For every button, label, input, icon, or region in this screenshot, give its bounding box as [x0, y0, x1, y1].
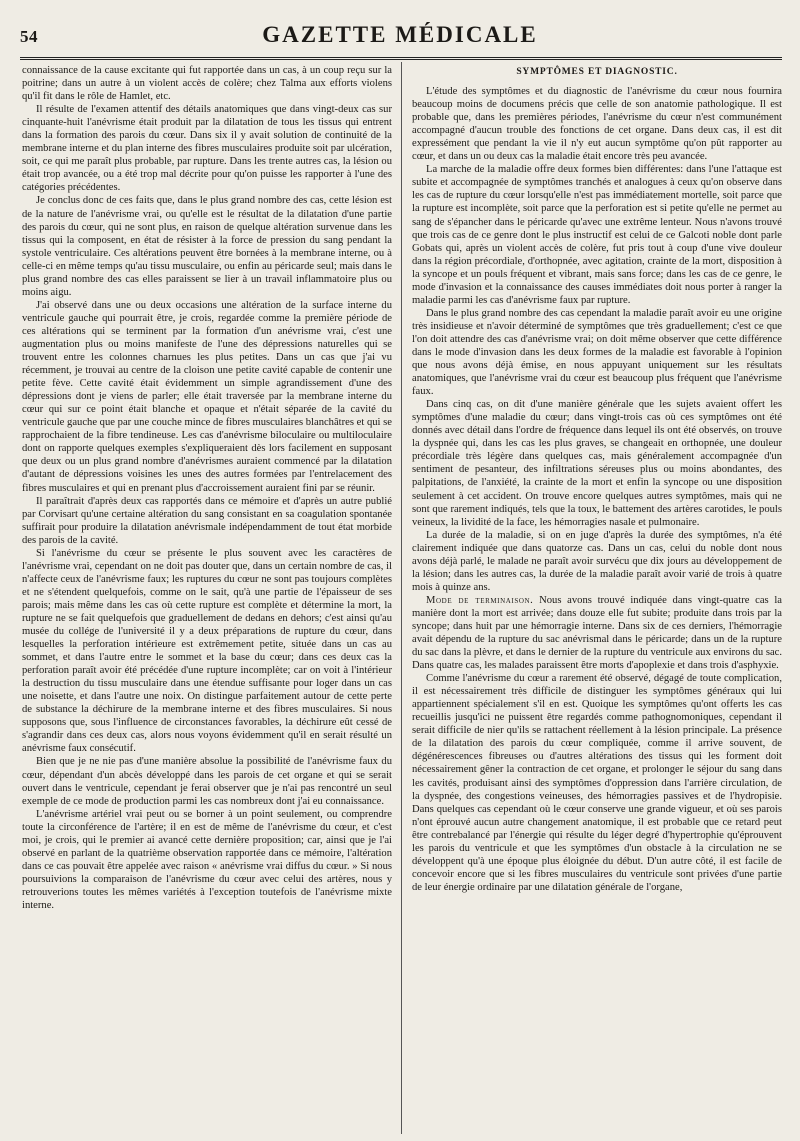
paragraph: Dans le plus grand nombre des cas cependant la maladie paraît avoir eu une origine très insidieuse et n'avoir déterminé de symptômes que très graduellement; c'est ce que l'on doit attendre des cas d'anévrisme vrai; on doit même observer que cette différence dans le mode d'invasion dans les deux formes de la maladie est favorable à l'opinion que nous avons déjà émise, en nous appuyant uniquement sur les résultats anatomiques, que l'anévrisme vrai du cœur est beaucoup plus fréquent que l'anévrisme faux. — [412, 307, 782, 398]
paragraph: Comme l'anévrisme du cœur a rarement été observé, dégagé de toute complication, il est nécessairement très difficile de distinguer les symptômes généraux qui lui appartiennent spécialement s'il en est. Quoique les symptômes qu'ont offerts les cas recueillis jusqu'ici ne puissent être regardés comme pathognomoniques, cependant il serait difficile de nier qu'ils se rattachent réellement à la lésion principale. La présence de la dilatation des parois du cœur compliquée, comme il arrive souvent, de dégénérescences fibreuses ou d'autres altérations des tissus qui les forment doit nécessairement gêner la contraction de cet organe, et prolonger le séjour du sang dans les cavités, produisant ainsi des symptômes d'oppression dans l'arrière circulation, de la dyspnée, des congestions veineuses, des hémorragies passives et de l'hydropisie. Dans quelques cas cependant où le cœur conserve une grande vigueur, et où ses parois n'ont éprouvé aucun autre changement anatomique, il est probable que ce retard peut être contrebalancé par l'énergie qui résulte du léger degré d'hypertrophie qu'éprouvent les parois du ventricule et que les symptômes d'un obstacle à la circulation ne se développent qu'à une époque plus éloignée du début. D'un autre côté, il est facile de concevoir encore que si les fibres musculaires du ventricule sont privées d'une partie de leur énergie ordinaire par une dilatation générale de l'organe, — [412, 673, 782, 893]
paragraph: Il résulte de l'examen attentif des détails anatomiques que dans vingt-deux cas sur cinquante-huit l'anévrisme était produit par la dilatation de tous les tissus qui entrent dans la formation des parois du cœur. Dans six il y avait solution de continuité de la membrane interne et du plan interne des fibres musculaires produite soit par ulcération, soit, ce qui me paraît plus probable, par rupture. Dans les trente autres cas, la lésion ou était trop avancée, ou a été trop mal décrite pour qu'on puisse les rapporter à l'une des catégories précédentes. — [22, 104, 392, 194]
page-number: 54 — [20, 27, 38, 46]
paragraph: Si l'anévrisme du cœur se présente le plus souvent avec les caractères de l'anévrisme vrai, cependant on ne doit pas douter que, dans un certain nombre de cas, il n'affecte ceux de l'anévrisme faux; les ruptures du cœur ne sont pas toujours complètes et ne s'étendent quelquefois, comme on le sait, qu'à une partie de l'épaisseur de ses parois; mais même dans les cas où cette rupture est complète et détermine la mort, la rupture ne se fait quelquefois que graduellement de dedans en dehors; c'est ainsi qu'au musée du collége de l'université il y a deux préparations de rupture du cœur, dans lesquelles la perforation intérieure est extrêmement petite, située dans un cas au sommet, et dans l'autre entre le sommet et la base du cœur; dans ces deux cas la perforation paraît avoir été précédée d'une rupture incomplète; car on voit à l'intérieur la destruction du tissu musculaire dans une étendue suffisante pour loger dans un cas une noisette, et dans l'autre une noix. On distingue parfaitement autour de cette perte de substance la déchirure de la membrane interne et des fibres musculaires. Si nous supposons que, sous l'influence de circonstances favorables, la déchirure eût cessé de s'agrandir dans ces deux cas, alors nous voyons évidemment qu'il en serait résulté un anévrisme faux consécutif. — [22, 547, 392, 755]
paragraph: connaissance de la cause excitante qui fut rapportée dans un cas, à un coup reçu sur la poitrine; dans un autre à un violent accès de colère; chez Talma aux efforts violens qu'il fit dans le rôle de Hamlet, etc. — [22, 65, 392, 103]
run-in-heading: Mode de terminaison. — [426, 594, 534, 606]
paragraph: Dans cinq cas, on dit d'une manière générale que les sujets avaient offert les symptômes d'une maladie du cœur; dans vingt-trois cas où ces symptômes ont été donnés avec détail dans l'ordre de fréquence dans lequel ils ont été observés, on trouve la dyspnée qui, dans les cas les plus graves, se changeait en orthopnée, une douleur précordiale très légère dans quelques cas, mais généralement accompagnée d'un sentiment de pesanteur, des infiltrations séreuses plus ou moins abondantes, des palpitations, de l'anxiété, la crainte de la mort et enfin la syncope ou une disposition seulement à cet accident. On trouve encore quelques autres symptômes, mais qui ne sont que rarement indiqués, tels que la toux, le battement des artères carotides, le pouls veineux, la lividité de la face, les hémorragies nasale et pulmonaire. — [412, 399, 782, 528]
paragraph: L'étude des symptômes et du diagnostic de l'anévrisme du cœur nous fournira beaucoup moins de documens précis que celle de son anatomie pathologique. Il est probable que, dans les premières périodes, l'anévrisme du cœur n'est communément accompagné d'aucun trouble des fonctions de cet organe. Dans deux cas, il est dit expressément que pendant la vie il n'y eut aucun symptôme qu'on pût rapporter au cœur, et dans un ou deux cas la maladie était encore très peu avancée. — [412, 86, 782, 163]
paragraph: La marche de la maladie offre deux formes bien différentes: dans l'une l'attaque est subite et accompagnée de symptômes tranchés et analogues à ceux qu'on observe dans les cas de rupture du cœur lorsqu'elle n'est pas immédiatement mortelle, soit parce que la rupture est incomplète, soit parce que la perforation est si petite qu'elle ne permet au sang de s'épancher dans le péricarde qu'avec une extrême lenteur. Nous n'avons trouvé que trois cas de ce genre dont le plus instructif est celui de ce Galcoti noble dont parle Gobats qui, après un violent accès de colère, fut pris tout à coup d'une vive douleur dans la région précordiale, d'orthopnée, avec agitation, crainte de la mort, disposition à la syncope et un pouls fréquent et vibrant, mais sans force; dans les cas de ce genre, le mode d'invasion et la connaissance des causes immédiates doit nous porter à ranger la maladie parmi les cas d'anévrisme faux par rupture. — [412, 164, 782, 306]
paragraph: L'anévrisme artériel vrai peut ou se borner à un point seulement, ou comprendre toute la circonférence de l'artère; il en est de même de l'anévrisme du cœur, et c'est moi, je crois, qui le premier ai avancé cette dernière proposition; car, ainsi que je l'ai observé en parlant de la quatrième observation rapportée dans ce mémoire, l'altération dans ce cas pouvait être appelée avec raison « anévrisme vrai diffus du cœur. » Si nous poursuivions la comparaison de l'anévrisme du cœur avec celui des artères, nous y retrouverions toutes les mêmes variétés à l'exception toutefois de l'anévrisme mixte interne. — [22, 808, 392, 911]
paragraph: Bien que je ne nie pas d'une manière absolue la possibilité de l'anévrisme faux du cœur, dépendant d'un abcès développé dans les parois de cet organe et qui se serait ouvert dans le ventricule, cependant je ferai observer que je n'ai pas rencontré un seul exemple de ce mode de production parmi les cas nombreux dont j'ai eu connaissance. — [22, 756, 392, 807]
header-rule — [20, 57, 782, 60]
right-column — [412, 64, 782, 1134]
paragraph-with-heading — [412, 594, 782, 672]
paragraph: J'ai observé dans une ou deux occasions une altération de la surface interne du ventricule gauche qui pourrait être, je crois, regardée comme la première période de ces altérations qui se terminent par la formation d'un anévrisme vrai, c'est une augmentation plus ou moins manifeste de l'une des dépressions naturelles qui se trouvent entre les colonnes charnues les plus petites. Dans un cas que j'ai vu récemment, je trouvai au centre de la cloison une petite cavité capable de contenir une petite fève. Cette cavité était évidemment un simple agrandissement d'une des dépressions dont je viens de parler; elle était traversée par la membrane interne du cœur qui sur ce point était blanche et opaque et n'était séparée de la cavité du ventricule gauche que par une couche mince de fibres musculaires blanchâtres et qui se rapprochaient de la fibre tendineuse. Les cas d'anévrisme biloculaire ou multiloculaire dont on rapporte quelques exemples s'expliqueraient dès lors facilement en supposant que deux ou un plus grand nombre d'anévrismes auraient commencé par la dilatation d'autant de dépressions voisines les unes des autres formées par l'entrelacement des fibres musculaires et qui en prenant plus d'accroissement auraient fini par se réunir. — [22, 299, 392, 494]
section-title: SYMPTÔMES ET DIAGNOSTIC. — [516, 67, 678, 77]
left-column — [22, 64, 392, 1134]
paragraph: Je conclus donc de ces faits que, dans le plus grand nombre des cas, cette lésion est de la nature de l'anévrisme vrai, ou qu'elle est le résultat de la dilatation d'une partie des parois du cœur, qui ne sont plus, en raison de quelque altération survenue dans les tissus qui la composent, en état de résister à la force de pression du sang pendant la systole ventriculaire. Ces altérations peuvent être bornées à la membrane interne, ou à celle-ci en même temps qu'au tissu musculaire, ou enfin au péricarde seul; mais dans le plus grand nombre des cas elles paraissent se lier à un travail inflammatoire plus ou moins aigu. — [22, 195, 392, 298]
column-divider — [401, 62, 402, 1134]
paragraph-text: Nous avons trouvé indiquée dans vingt-quatre cas la manière dont la mort est arrivée; dans douze elle fut subite; produite dans trois par la syncope; dans huit par une hémorragie interne. Dans six de ces derniers, l'hémorragie avait dépendu de la rupture du sac anévrismal dans le péricarde; dans un de la rupture du sac dans la plèvre, et dans le dernier de la rupture du ventricule aux environs du sac. Dans quatre cas, les malades paraissent être morts d'apoplexie et dans trois d'asphyxie. — [412, 594, 782, 672]
paragraph: Il paraîtrait d'après deux cas rapportés dans ce mémoire et d'après un autre publié par Corvisart qu'une certaine altération du sang consistant en sa coagulation spontanée suffirait pour produire la dilatation anévrismale indépendamment de tout état morbide des parois de la cavité. — [22, 495, 392, 546]
journal-title: GAZETTE MÉDICALE — [262, 22, 538, 47]
paragraph: La durée de la maladie, si on en juge d'après la durée des symptômes, n'a été clairement indiquée que dans quatorze cas. Dans un cas, celui du noble dont nous avons déjà parlé, le malade ne paraît avoir survécu que dix jours au développement de la lésion; dans les autres cas, la durée de la maladie paraît avoir varié de trois à quatre mois à quinze ans. — [412, 529, 782, 593]
